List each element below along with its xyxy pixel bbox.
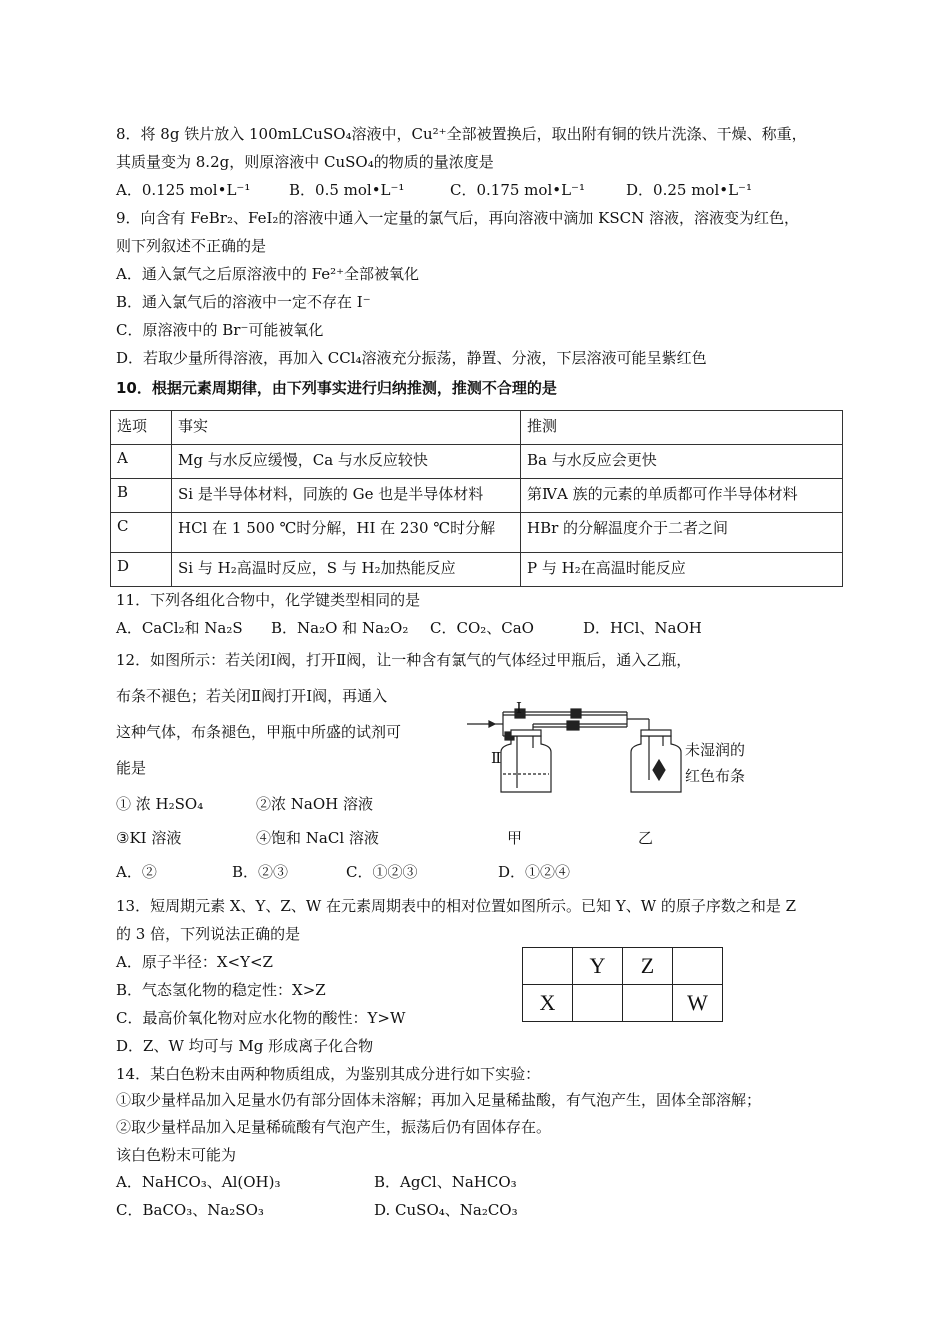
- q14-stem: 14．某白色粉末由两种物质组成，为鉴别其成分进行如下实验：: [116, 1065, 541, 1083]
- q11-option-a: A．CaCl₂和 Na₂S: [116, 619, 243, 637]
- q11-option-b: B．Na₂O 和 Na₂O₂: [271, 619, 409, 637]
- q12-stem-line2: 布条不褪色；若关闭Ⅱ阀打开Ⅰ阀，再通入: [116, 687, 388, 705]
- q11-stem: 11．下列各组化合物中，化学键类型相同的是: [116, 591, 421, 609]
- periodic-position-grid: [522, 947, 723, 1022]
- grid-cell: [673, 948, 723, 985]
- q9-option-d: D．若取少量所得溶液，再加入 CCl₄溶液充分振荡，静置、分液，下层溶液可能呈紫红色: [116, 349, 707, 367]
- q8-stem-line2: 其质量变为 8.2g，则原溶液中 CuSO₄的物质的量浓度是: [116, 153, 494, 171]
- q13-stem-line2: 的 3 倍，下列说法正确的是: [116, 925, 301, 943]
- q12-stem-line1: 12．如图所示：若关闭Ⅰ阀，打开Ⅱ阀，让一种含有氯气的气体经过甲瓶后，通入乙瓶，: [116, 651, 692, 669]
- q14-option-c: C．BaCO₃、Na₂SO₃: [116, 1201, 264, 1219]
- bottle-jia-icon: [501, 736, 551, 792]
- q8-option-d: D．0.25 mol•L⁻¹: [626, 181, 752, 199]
- row-a-option: A: [111, 445, 172, 479]
- table-row: [111, 445, 843, 479]
- q9-option-c: C．原溶液中的 Br⁻可能被氧化: [116, 321, 324, 339]
- grid-cell-z: Z: [623, 948, 673, 985]
- grid-cell: [573, 985, 623, 1022]
- tube-clip-icon: [567, 721, 579, 730]
- q12-reagent-4: ④饱和 NaCl 溶液: [256, 829, 379, 847]
- q9-stem-line1: 9．向含有 FeBr₂、FeI₂的溶液中通入一定量的氯气后，再向溶液中滴加 KSCN 溶液，溶液变为红色，: [116, 209, 800, 227]
- q8-option-a: A．0.125 mol•L⁻¹: [116, 181, 251, 199]
- q13-option-c: C．最高价氧化物对应水化物的酸性：Y>W: [116, 1009, 406, 1027]
- valve-ii-label: Ⅱ: [491, 749, 502, 767]
- header-fact: 事实: [172, 411, 521, 445]
- arrow-head-icon: [489, 721, 495, 727]
- red-cloth-strip-icon: [653, 760, 665, 780]
- q11-option-d: D．HCl、NaOH: [583, 619, 702, 637]
- q12-option-b: B．②③: [232, 863, 289, 881]
- q12-option-c: C．①②③: [346, 863, 418, 881]
- grid-cell-y: Y: [573, 948, 623, 985]
- q8-option-b: B．0.5 mol•L⁻¹: [289, 181, 405, 199]
- header-option: 选项: [111, 411, 172, 445]
- q14-option-d: D. CuSO₄、Na₂CO₃: [374, 1201, 518, 1219]
- q10-stem: 10．根据元素周期律，由下列事实进行归纳推测，推测不合理的是: [116, 379, 557, 397]
- q12-reagent-2: ②浓 NaOH 溶液: [256, 795, 373, 813]
- grid-cell-w: W: [673, 985, 723, 1022]
- row-c-option: C: [111, 513, 172, 553]
- header-inference: 推测: [521, 411, 843, 445]
- row-c-fact: HCl 在 1 500 ℃时分解，HI 在 230 ℃时分解: [172, 513, 521, 553]
- row-b-option: B: [111, 479, 172, 513]
- tube-clip-icon: [571, 709, 581, 718]
- q12-stem-line4: 能是: [116, 759, 147, 777]
- q9-stem-line2: 则下列叙述不正确的是: [116, 237, 267, 255]
- bottle-yi-label: 乙: [638, 829, 654, 847]
- valve-i-label: Ⅰ: [516, 699, 522, 717]
- row-a-fact: Mg 与水反应缓慢，Ca 与水反应较快: [172, 445, 521, 479]
- q14-option-a: A．NaHCO₃、Al(OH)₃: [116, 1173, 281, 1191]
- table-row: [111, 553, 843, 587]
- row-d-fact: Si 与 H₂高温时反应，S 与 H₂加热能反应: [172, 553, 521, 587]
- row-d-inference: P 与 H₂在高温时能反应: [521, 553, 843, 587]
- q14-option-b: B．AgCl、NaHCO₃: [374, 1173, 517, 1191]
- row-b-fact: Si 是半导体材料，同族的 Ge 也是半导体材料: [172, 479, 521, 513]
- q14-question: 该白色粉末可能为: [116, 1146, 237, 1164]
- q9-option-b: B．通入氯气后的溶液中一定不存在 I⁻: [116, 293, 371, 311]
- q14-experiment-2: ②取少量样品加入足量稀硫酸有气泡产生，振荡后仍有固体存在。: [116, 1118, 552, 1136]
- q13-option-b: B．气态氢化物的稳定性：X>Z: [116, 981, 326, 999]
- table-row: [111, 513, 843, 553]
- q14-experiment-1: ①取少量样品加入足量水仍有部分固体未溶解；再加入足量稀盐酸，有气泡产生，固体全部溶解；: [116, 1091, 762, 1109]
- q12-option-a: A．②: [116, 863, 157, 881]
- row-c-inference: HBr 的分解温度介于二者之间: [521, 513, 843, 553]
- row-d-option: D: [111, 553, 172, 587]
- q13-option-d: D．Z、W 均可与 Mg 形成离子化合物: [116, 1037, 374, 1055]
- grid-cell: [623, 985, 673, 1022]
- q8-stem-line1: 8．将 8g 铁片放入 100mLCuSO₄溶液中，Cu²⁺全部被置换后，取出附有铜的铁片洗涤、干燥、称重，: [116, 125, 807, 143]
- q12-reagent-1: ① 浓 H₂SO₄: [116, 795, 204, 813]
- q12-stem-line3: 这种气体，布条褪色，甲瓶中所盛的试剂可: [116, 723, 402, 741]
- q10-table: [110, 410, 843, 587]
- bottle-jia-label: 甲: [507, 829, 523, 847]
- cloth-label-line2: 红色布条: [685, 767, 746, 785]
- row-a-inference: Ba 与水反应会更快: [521, 445, 843, 479]
- q13-option-a: A．原子半径：X<Y<Z: [116, 953, 273, 971]
- grid-cell-x: X: [523, 985, 573, 1022]
- table-header-row: [111, 411, 843, 445]
- cloth-label-line1: 未湿润的: [685, 741, 746, 759]
- q11-option-c: C．CO₂、CaO: [430, 619, 534, 637]
- q8-option-c: C．0.175 mol•L⁻¹: [450, 181, 585, 199]
- q12-reagent-3: ③KI 溶液: [116, 829, 182, 847]
- q12-option-d: D．①②④: [498, 863, 571, 881]
- table-row: [111, 479, 843, 513]
- row-b-inference: 第ⅣA 族的元素的单质都可作半导体材料: [521, 479, 843, 513]
- q13-stem-line1: 13．短周期元素 X、Y、Z、W 在元素周期表中的相对位置如图所示。已知 Y、W 的原子序数之和是 Z: [116, 897, 797, 915]
- q9-option-a: A．通入氯气之后原溶液中的 Fe²⁺全部被氧化: [116, 265, 419, 283]
- grid-cell: [523, 948, 573, 985]
